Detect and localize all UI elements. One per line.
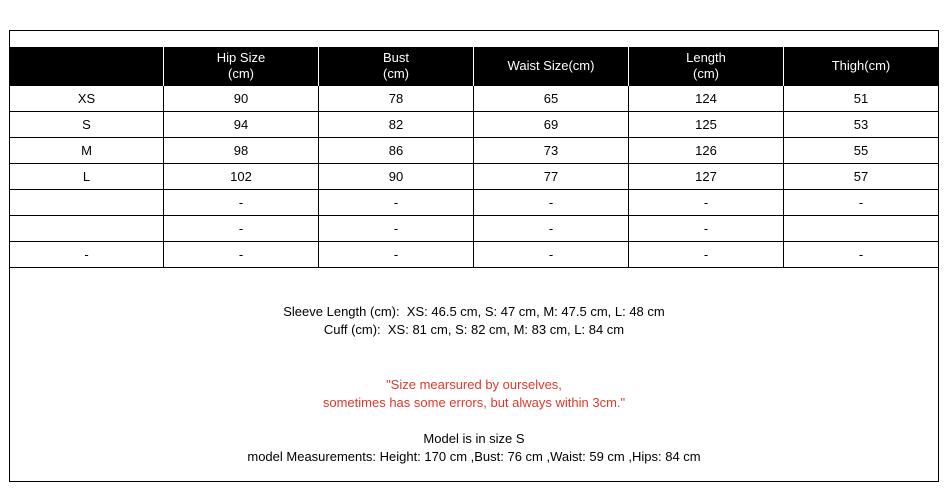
cell-size [10, 216, 164, 242]
model-info [9, 430, 939, 466]
cuff-text: Cuff (cm): XS: 81 cm, S: 82 cm, M: 83 cm, L: 84 cm [323, 322, 625, 337]
cell-size [10, 190, 164, 216]
cell-bust: - [319, 190, 474, 216]
cell-hip: - [164, 190, 319, 216]
table-row [10, 216, 939, 242]
cell-hip: 98 [164, 138, 319, 164]
header-hip-size [164, 47, 319, 86]
cell-size: XS [10, 86, 164, 112]
cell-bust: - [319, 216, 474, 242]
cell-thigh: - [784, 242, 939, 268]
cell-length: 124 [629, 86, 784, 112]
cell-hip: 90 [164, 86, 319, 112]
table-header-row [10, 47, 939, 86]
model-measurements-text: model Measurements: Height: 170 cm ,Bust: 76 cm ,Waist: 59 cm ,Hips: 84 cm [247, 449, 701, 464]
header-bust [319, 47, 474, 86]
header-label: Hip Size [216, 50, 266, 65]
header-label: Thigh(cm) [831, 58, 891, 73]
cell-length: 127 [629, 164, 784, 190]
cell-waist: 73 [474, 138, 629, 164]
warning-line-2: sometimes has some errors, but always within 3cm." [322, 395, 626, 410]
cell-bust: - [319, 242, 474, 268]
cell-size: S [10, 112, 164, 138]
header-unit: (cm) [693, 66, 719, 81]
cell-thigh: 53 [784, 112, 939, 138]
cell-waist: 65 [474, 86, 629, 112]
cell-thigh: 57 [784, 164, 939, 190]
header-length [629, 47, 784, 86]
cell-length: - [629, 216, 784, 242]
header-unit: (cm) [228, 66, 254, 81]
cell-waist: - [474, 216, 629, 242]
table-row [10, 138, 939, 164]
cell-thigh: 51 [784, 86, 939, 112]
header-label: Waist Size(cm) [507, 58, 595, 73]
cell-length: - [629, 242, 784, 268]
cell-bust: 82 [319, 112, 474, 138]
cell-bust: 78 [319, 86, 474, 112]
cell-hip: - [164, 242, 319, 268]
warning-line-1: "Size mearsured by ourselves, [386, 377, 562, 392]
cell-size: - [10, 242, 164, 268]
table-row [10, 242, 939, 268]
table-row [10, 86, 939, 112]
cell-size: M [10, 138, 164, 164]
cell-waist: - [474, 242, 629, 268]
measurement-warning [9, 376, 939, 412]
header-label: Length [686, 50, 726, 65]
header-unit: (cm) [383, 66, 409, 81]
model-size-text: Model is in size S [423, 431, 525, 446]
size-table [9, 47, 939, 268]
header-waist-size [474, 47, 629, 86]
header-label: Bust [382, 50, 409, 65]
table-row [10, 190, 939, 216]
cell-hip: - [164, 216, 319, 242]
cell-thigh: - [784, 190, 939, 216]
cell-hip: 94 [164, 112, 319, 138]
cell-bust: 86 [319, 138, 474, 164]
cell-hip: 102 [164, 164, 319, 190]
sleeve-length-text: Sleeve Length (cm): XS: 46.5 cm, S: 47 cm, M: 47.5 cm, L: 48 cm [283, 304, 665, 319]
cell-waist: 69 [474, 112, 629, 138]
cell-thigh: 55 [784, 138, 939, 164]
cell-thigh [784, 216, 939, 242]
cell-length: 126 [629, 138, 784, 164]
garment-measurements-note [9, 303, 939, 339]
cell-waist: 77 [474, 164, 629, 190]
table-row [10, 112, 939, 138]
cell-bust: 90 [319, 164, 474, 190]
cell-size: L [10, 164, 164, 190]
cell-waist: - [474, 190, 629, 216]
header-thigh [784, 47, 939, 86]
cell-length: - [629, 190, 784, 216]
header-size [10, 47, 164, 86]
table-row [10, 164, 939, 190]
cell-length: 125 [629, 112, 784, 138]
